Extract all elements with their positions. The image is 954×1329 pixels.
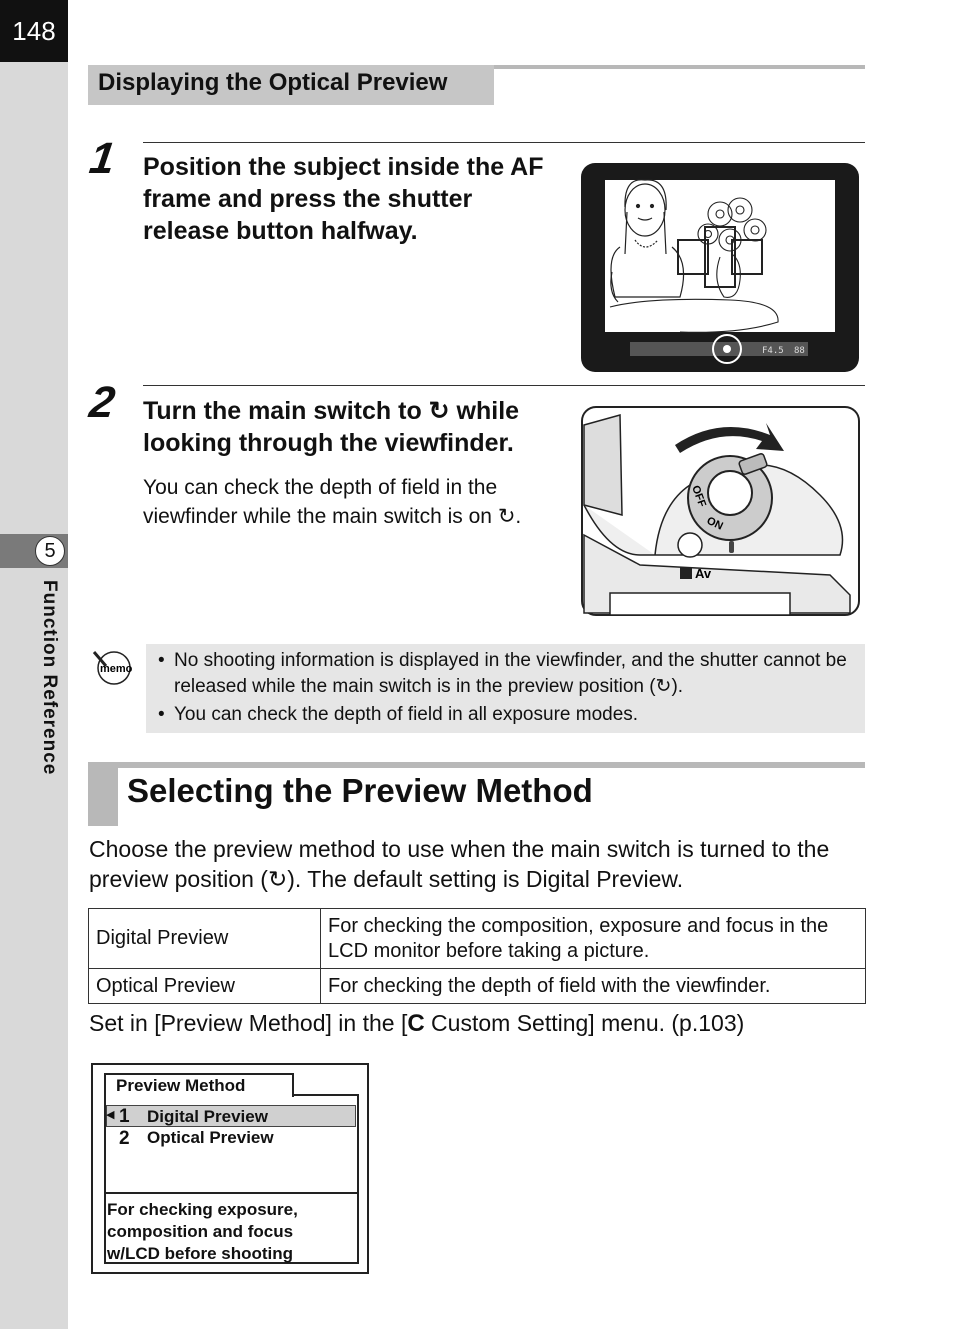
step-number: 2	[86, 378, 118, 427]
switch-off-label: OFF	[689, 483, 708, 509]
selection-arrow-icon: ◀	[106, 1109, 115, 1121]
table-row	[89, 909, 866, 969]
menu-option-optical-preview[interactable]: Optical Preview	[147, 1128, 274, 1147]
menu-tab: Preview Method	[104, 1073, 294, 1097]
chapter-number: 5	[35, 536, 65, 566]
shots-readout: 88	[794, 346, 805, 356]
svg-text:memo: memo	[100, 663, 133, 675]
memo-box	[146, 644, 865, 733]
intro-paragraph: Choose the preview method to use when the main switch is turned to the preview position (↻). The default setting is Digital Preview.	[89, 836, 830, 892]
memo-item: • No shooting information is displayed in the viewfinder, and the shutter cannot be released while the main switch is in the preview position (↻).	[156, 648, 855, 700]
custom-setting-icon: C	[407, 1010, 425, 1037]
section-title-preview-method: Selecting the Preview Method	[127, 772, 593, 809]
method-cell: Digital Preview	[89, 909, 321, 969]
mode-dial-label: Av	[695, 566, 712, 581]
memo-icon	[90, 646, 134, 686]
table-row	[89, 969, 866, 1004]
method-cell: Optical Preview	[89, 969, 321, 1004]
section-rule	[88, 762, 865, 768]
menu-option-index: 2	[119, 1128, 130, 1149]
aperture-readout: F4.5	[762, 346, 784, 356]
viewfinder-illustration	[580, 162, 861, 374]
set-in-instruction: Set in [Preview Method] in the [C Custom Setting] menu. (p.103)	[89, 1010, 745, 1037]
step-2-title: Turn the main switch to ↻ while looking through the viewfinder.	[143, 397, 520, 457]
menu-option-digital-preview[interactable]: Digital Preview	[147, 1107, 268, 1126]
description-cell: For checking the composition, exposure and focus in the LCD monitor before taking a picture.	[321, 909, 866, 969]
menu-option-index: 1	[119, 1106, 130, 1127]
step-2-body: You can check the depth of field in the viewfinder while the main switch is on ↻.	[143, 476, 522, 528]
step-1-title: Position the subject inside the AF frame and press the shutter release button halfway.	[143, 153, 544, 245]
step-rule	[143, 385, 865, 386]
description-cell: For checking the depth of field with the viewfinder.	[321, 969, 866, 1004]
section-title-optical-preview: Displaying the Optical Preview	[88, 65, 494, 105]
menu-help-text: For checking exposure, composition and focus w/LCD before shooting	[107, 1200, 298, 1263]
preview-method-table	[88, 908, 866, 1004]
main-switch-illustration	[580, 405, 862, 618]
page-number: 148	[0, 0, 68, 62]
section-heading-block	[88, 762, 118, 826]
chapter-label: Function Reference	[39, 580, 60, 776]
step-number: 1	[86, 134, 118, 183]
step-rule	[143, 142, 865, 143]
switch-on-label: ON	[704, 514, 725, 533]
memo-item: • You can check the depth of field in all exposure modes.	[156, 702, 855, 728]
menu-divider	[104, 1192, 359, 1194]
